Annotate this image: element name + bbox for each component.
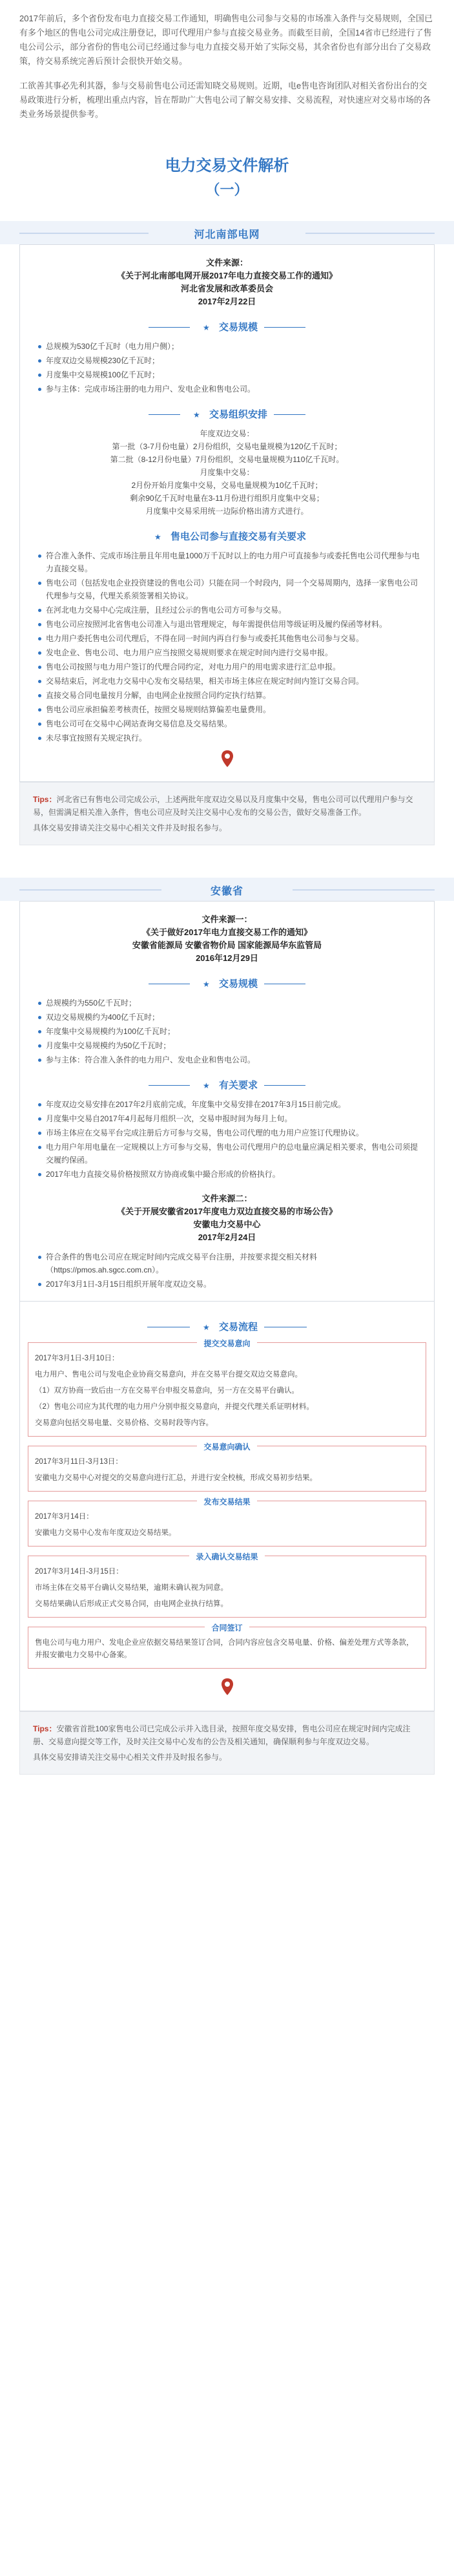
star-icon: ★ [196,1323,216,1332]
notice-block [30,257,424,308]
region-header-hebei [0,221,454,244]
section-title-text: 售电公司参与直接交易有关要求 [170,529,306,543]
notice-label: 文件来源二： [201,1194,253,1203]
tips-box [19,782,435,845]
schedule-line: 月度集中交易采用统一边际价格出清方式进行。 [145,507,309,516]
list-item: 交易结束后，河北电力交易中心发布交易结果，相关市场主体应在规定时间内签订交易合同。 [38,675,424,688]
star-icon: ★ [187,410,207,419]
notice-title: 《关于做好2017年电力直接交易工作的通知》 [142,927,312,937]
list-item: 参与主体：完成市场注册的电力用户、发电企业和售电公司。 [38,383,424,396]
section-title [30,977,424,990]
intro-section [0,0,454,127]
step-title: 发布交易结果 [197,1496,256,1507]
section-title [28,1320,426,1333]
list-item: 年度集中交易规模约为100亿千瓦时； [38,1025,424,1038]
scale-list [30,340,424,396]
list-item: 月度集中交易规模100亿千瓦时； [38,368,424,381]
notice-title: 《关于开展安徽省2017年度电力双边直接交易的市场公告》 [117,1207,337,1216]
divider-right [305,233,435,234]
map-pin-icon [30,750,424,772]
list-item: 月度集中交易规模约为50亿千瓦时； [38,1039,424,1052]
divider-left [19,233,149,234]
step-line: （2）售电公司应为其代理的电力用户分别申报交易意向，并提交代理关系证明材料。 [35,1403,314,1411]
list-item: 直接交易合同电量按月分解，由电网企业按照合同约定执行结算。 [38,689,424,702]
list-item: 总规模约为550亿千瓦时； [38,997,424,1009]
basic-list [30,1251,424,1291]
schedule-block [30,427,424,518]
step-line: （1）双方协商一致后由一方在交易平台申报交易意向，另一方在交易平台确认。 [35,1387,299,1395]
section-title [30,529,424,543]
main-subtitle: （一） [205,182,249,198]
notice-block [30,913,424,965]
region-title: 安徽省 [210,886,244,897]
map-pin-icon [28,1678,426,1700]
schedule-line: 年度双边交易： [200,429,254,438]
list-item: 符合条件的售电公司应在规定时间内完成交易平台注册，并按要求提交相关材料（https://pmos.ah.sgcc.com.cn）。 [38,1251,424,1276]
section-title-text: 有关要求 [219,1078,258,1092]
list-item: 电力用户年用电量在一定规模以上方可参与交易，售电公司代理用户的总电量应满足相关要求，售电公司须提交履约保函。 [38,1141,424,1167]
step-line: 交易结果确认后形成正式交易合同，由电网企业执行结算。 [35,1600,228,1608]
list-item: 符合准入条件、完成市场注册且年用电量1000万千瓦时以上的电力用户可直接参与或委托售电公司代理参与电力直接交易。 [38,549,424,575]
flow-step [28,1442,426,1492]
step-line: 售电公司与电力用户、发电企业应依据交易结果签订合同，合同内容应包含交易电量、价格、偏差处理方式等条款，并报安徽电力交易中心备案。 [35,1639,414,1659]
list-item: 总规模为530亿千瓦时（电力用户侧）； [38,340,424,353]
requirements-list [30,549,424,744]
step-line: 电力用户、售电公司与发电企业协商交易意向，并在交易平台提交双边交易意向。 [35,1371,302,1378]
list-item: 售电公司应按照河北省售电公司准入与退出管理规定，每年需提供信用等级证明及履约保函等材料。 [38,618,424,631]
notice-date: 2017年2月24日 [198,1232,256,1242]
notice-label: 文件来源： [205,258,248,268]
step-line: 市场主体在交易平台确认交易结果，逾期未确认视为同意。 [35,1584,228,1592]
tips-box [19,1711,435,1775]
step-title: 录入确认交易结果 [189,1551,264,1562]
list-item: 未尽事宜按照有关规定执行。 [38,732,424,744]
list-item: 在河北电力交易中心完成注册，且经过公示的售电公司方可参与交易。 [38,604,424,617]
schedule-line: 第二批（8-12月份电量）7月份组织，交易电量规模为110亿千瓦时。 [110,455,344,464]
flow-step [28,1497,426,1547]
requirements-list [30,1098,424,1181]
tips-text: 河北省已有售电公司完成公示，上述两批年度双边交易以及月度集中交易，售电公司可以代理用户参与交易，但需满足相关准入条件，售电公司应及时关注交易中心发布的交易公告，做好交易准备工作。 [33,795,413,817]
star-icon: ★ [196,1081,216,1090]
notice-org: 河北省发展和改革委员会 [180,284,273,293]
section-title-text: 交易规模 [219,977,258,990]
intro-paragraph-1: 2017年前后，多个省份发布电力直接交易工作通知，明确售电公司参与交易的市场准入条件与交易规则，全国已有多个地区的售电公司完成注册登记，即可代理用户参与直接交易业务。而截至目前，全国14省市已经进行了售电公司公示，部分省份的售电公司已经通过参与电力直接交易开始了实际交易，其余省份也有部分出台了交易政策，待交易系统完善后预计会很快开始交易。 [19,14,433,66]
schedule-line: 月度集中交易： [200,468,254,477]
notice-date: 2016年12月29日 [196,953,258,963]
notice-title: 《关于河北南部电网开展2017年电力直接交易工作的通知》 [117,271,337,280]
tips-more: 具体交易安排请关注交易中心相关文件并及时报名参与。 [33,823,227,832]
scale-list [30,997,424,1066]
step-line: 2017年3月14日： [35,1513,94,1521]
step-title: 交易意向确认 [197,1441,256,1452]
flow-step [28,1339,426,1437]
list-item: 电力用户委托售电公司代理后，不得在同一时间内再自行参与或委托其他售电公司参与交易。 [38,632,424,645]
step-line: 2017年3月11日-3月13日： [35,1458,123,1466]
flow-card [19,1302,435,1711]
list-item: 售电公司可在交易中心网站查询交易信息及交易结果。 [38,717,424,730]
tips-text: 安徽省首批100家售电公司已完成公示并入选目录，按照年度交易安排，售电公司应在规定时间内完成注册、交易意向提交等工作，及时关注交易中心发布的公告及相关通知，确保顺利参与年度双边交易。 [33,1724,411,1746]
schedule-line: 剩余90亿千瓦时电量在3-11月份进行组织月度集中交易； [130,494,324,503]
section-title-text: 交易组织安排 [209,407,267,421]
list-item: 参与主体：符合准入条件的电力用户、发电企业和售电公司。 [38,1053,424,1066]
list-item: 月度集中交易自2017年4月起每月组织一次，交易申报时间为每月上旬。 [38,1112,424,1125]
flow-step [28,1552,426,1618]
section-title-text: 交易规模 [219,320,258,333]
divider-left [19,889,161,891]
list-item: 2017年3月1日-3月15日组织开展年度双边交易。 [38,1278,424,1291]
list-item: 售电公司（包括发电企业投资建设的售电公司）只能在同一个时段内，同一个交易周期内，选择一家售电公司代理参与交易，代理关系须签署相关协议。 [38,576,424,602]
tips-label: Tips： [33,1724,57,1733]
step-title: 提交交易意向 [197,1338,256,1349]
schedule-line: 2月份开始月度集中交易，交易电量规模为10亿千瓦时； [131,481,323,490]
list-item: 售电公司应承担偏差考核责任，按照交易规则结算偏差电量费用。 [38,703,424,716]
list-item: 年度双边交易规模230亿千瓦时； [38,354,424,367]
notice-block-2 [30,1192,424,1244]
list-item: 市场主体应在交易平台完成注册后方可参与交易，售电公司代理的电力用户应签订代理协议。 [38,1126,424,1139]
section-title [30,320,424,333]
section-title [30,1078,424,1092]
notice-org: 安徽电力交易中心 [193,1219,261,1229]
step-line: 2017年3月1日-3月10日： [35,1355,119,1362]
list-item: 售电公司按照与电力用户签订的代理合同约定，对电力用户的用电需求进行汇总申报。 [38,660,424,673]
list-item: 2017年电力直接交易价格按照双方协商或集中撮合形成的价格执行。 [38,1168,424,1181]
star-icon: ★ [148,533,168,542]
list-item: 发电企业、售电公司、电力用户应当按照交易规则要求在规定时间内进行交易申报。 [38,646,424,659]
step-line: 安徽电力交易中心对提交的交易意向进行汇总，并进行安全校核，形成交易初步结果。 [35,1474,317,1482]
notice-date: 2017年2月22日 [198,297,256,306]
main-title: 电力交易文件解析 [165,157,289,174]
anhui-card [19,901,435,1302]
schedule-line: 第一批（3-7月份电量）2月份组织，交易电量规模为120亿千瓦时； [112,442,342,451]
list-item: 年度双边交易安排在2017年2月底前完成，年度集中交易安排在2017年3月15日前完成。 [38,1098,424,1111]
section-title-text: 交易流程 [219,1320,258,1333]
region-title: 河北南部电网 [194,229,260,240]
star-icon: ★ [196,980,216,989]
tips-more: 具体交易安排请关注交易中心相关文件并及时报名参与。 [33,1753,227,1762]
step-line: 2017年3月14日-3月15日： [35,1568,123,1576]
hebei-card [19,244,435,782]
notice-label: 文件来源一： [201,914,253,924]
step-line: 安徽电力交易中心发布年度双边交易结果。 [35,1529,176,1537]
region-header-anhui [0,878,454,901]
divider-right [293,889,435,891]
intro-paragraph-2: 工欲善其事必先利其器，参与交易前售电公司还需知晓交易规则。近期，电e售电咨询团队对相关省份出台的交易政策进行分析，梳理出重点内容，旨在帮助广大售电公司了解交易安排、交易流程，对快速应对交易市场的各类业务场景提供参考。 [19,81,431,119]
section-title [30,407,424,421]
step-line: 交易意向包括交易电量、交易价格、交易时段等内容。 [35,1419,213,1427]
star-icon: ★ [196,323,216,332]
step-title: 合同签订 [205,1622,249,1633]
list-item: 双边交易规模约为400亿千瓦时； [38,1011,424,1024]
tips-label: Tips： [33,795,57,804]
notice-org: 安徽省能源局 安徽省物价局 国家能源局华东监管局 [132,940,322,950]
flow-step [28,1623,426,1669]
